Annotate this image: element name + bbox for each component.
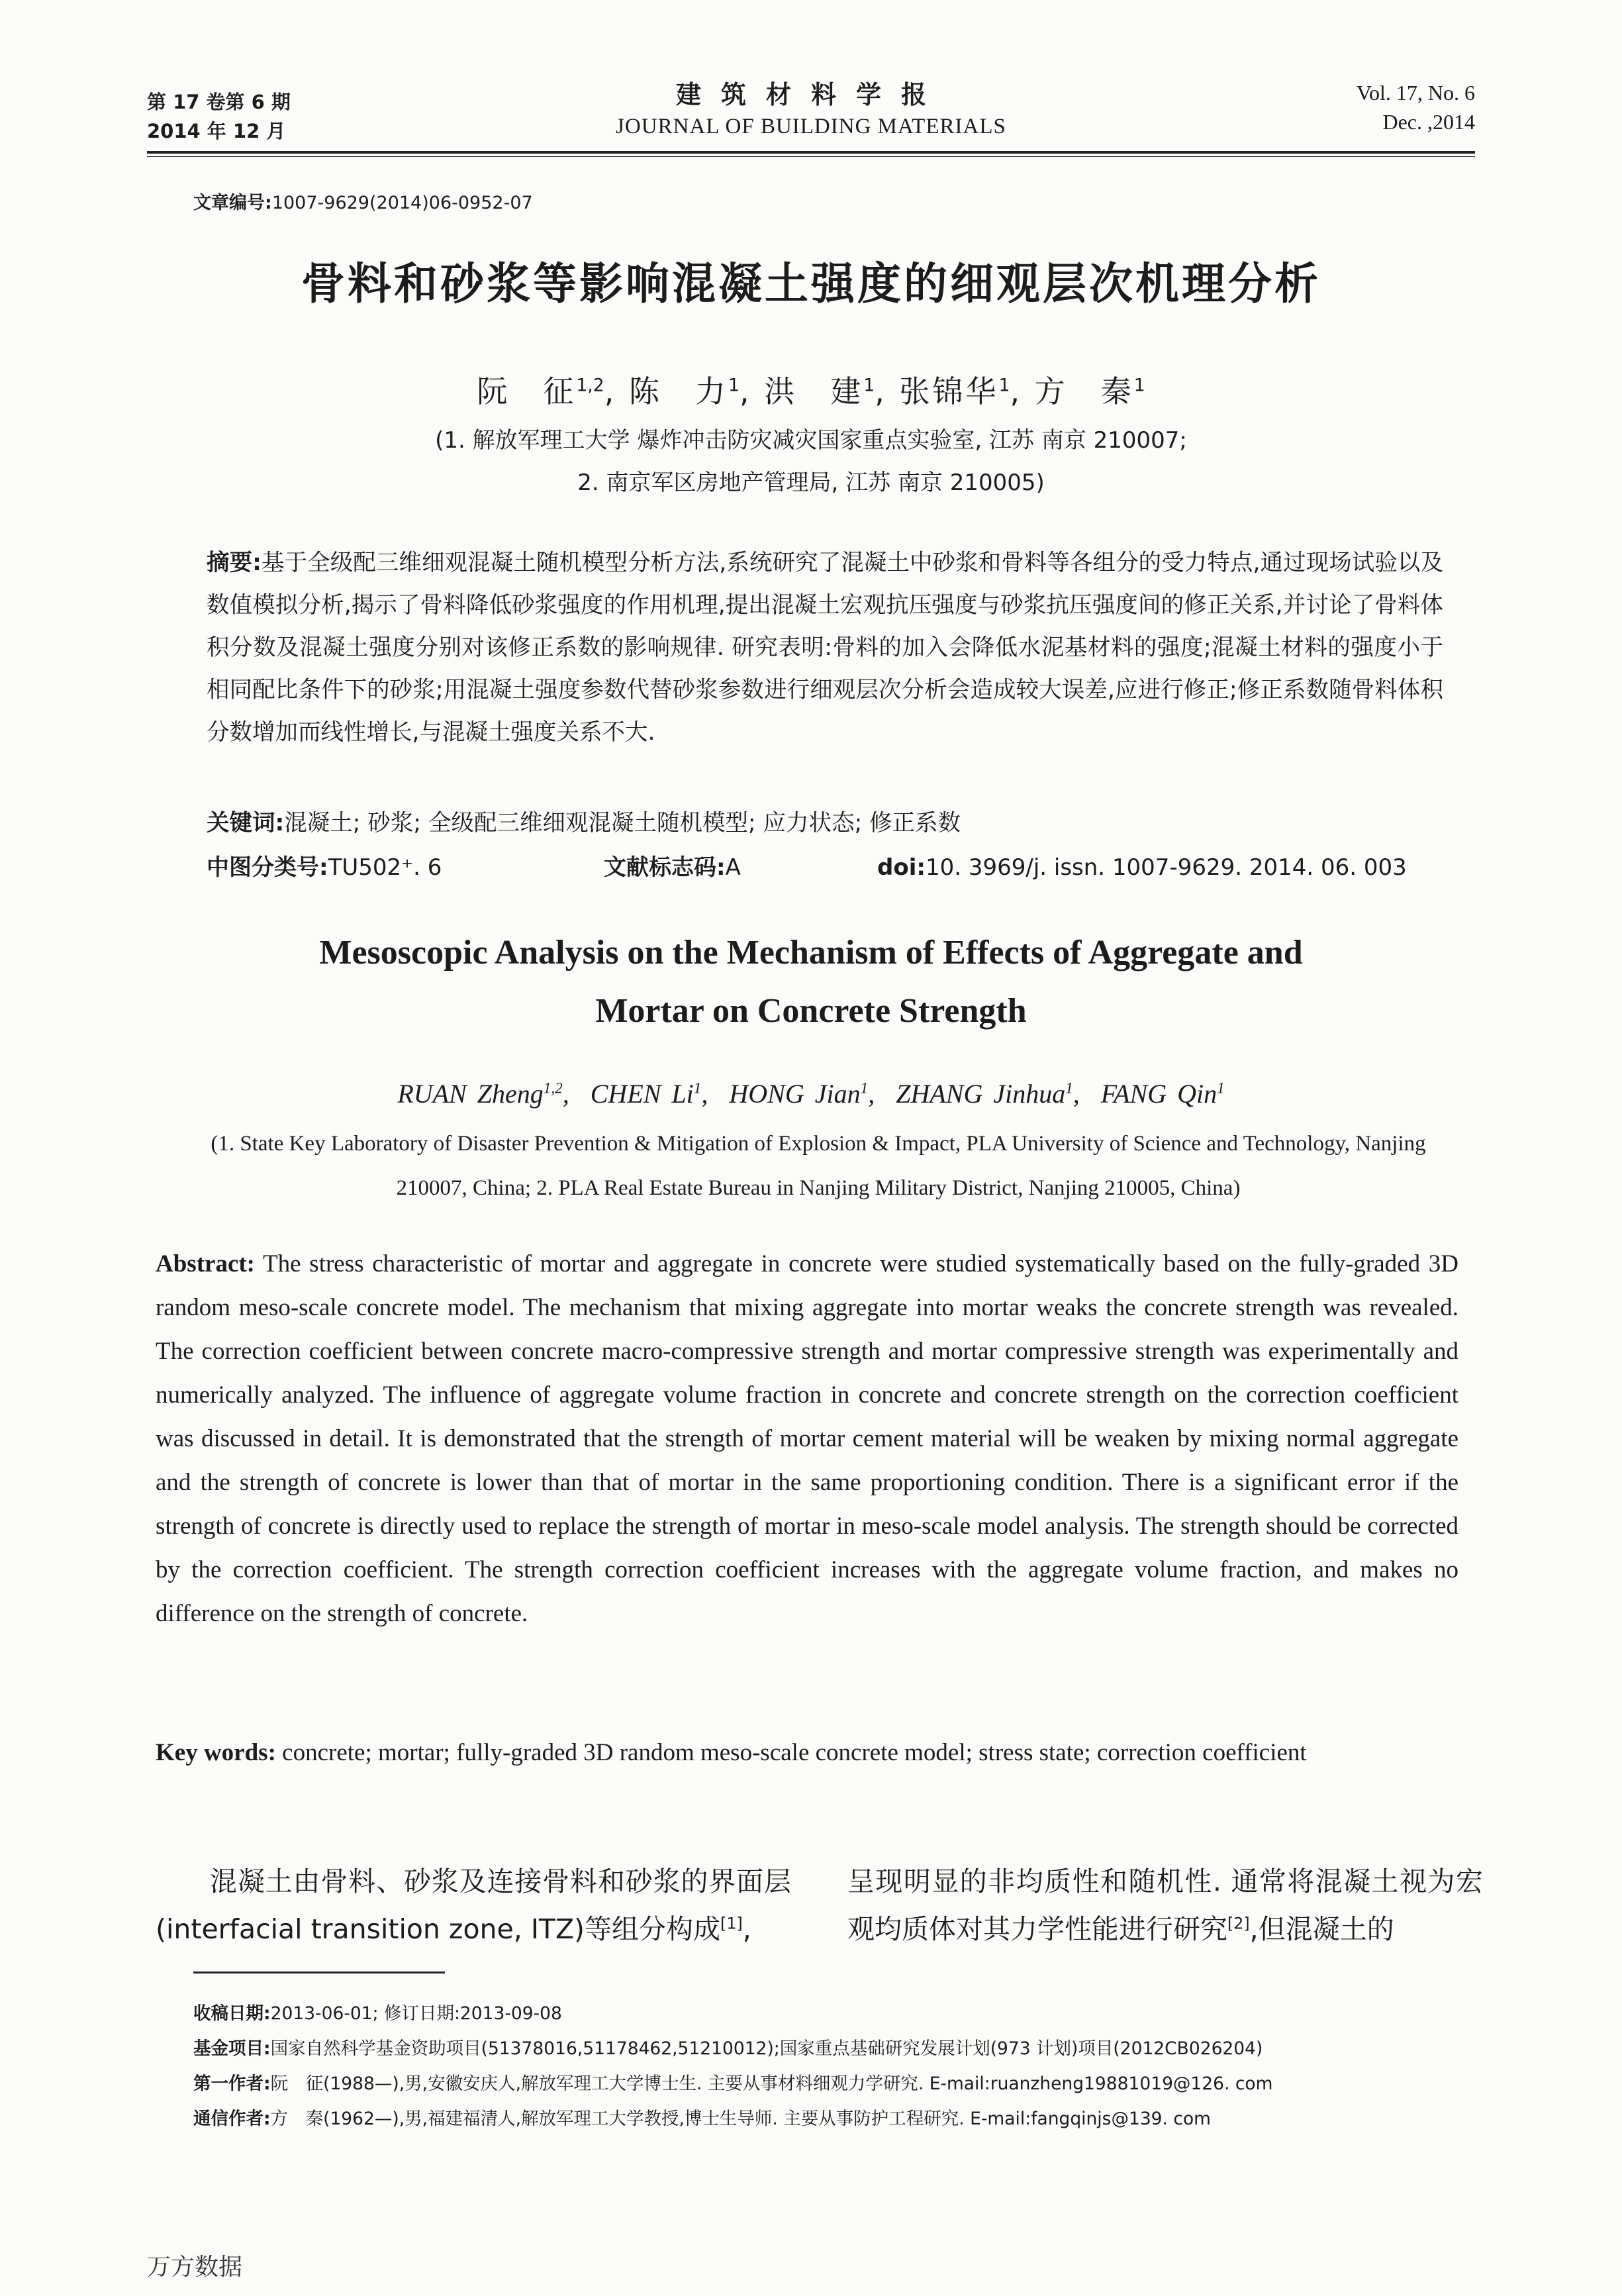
doi-label: doi:	[877, 854, 926, 881]
doi-value: 10. 3969/j. issn. 1007-9629. 2014. 06. 003	[925, 854, 1407, 881]
date-en: Dec. ,2014	[1382, 110, 1475, 134]
header-right	[1357, 78, 1475, 136]
journal-name-en: JOURNAL OF BUILDING MATERIALS	[616, 115, 1006, 138]
title-cn: 骨料和砂浆等影响混凝土强度的细观层次机理分析	[301, 258, 1321, 309]
article-number-label: 文章编号:	[193, 193, 272, 213]
footnote-text: 阮 征(1988—),男,安徽安庆人,解放军理工大学博士生. 主要从事材料细观力学研究. E-mail:ruanzheng19881019@126. com	[270, 2073, 1273, 2094]
article-number-value: 1007-9629(2014)06-0952-07	[271, 193, 533, 213]
author-cn-sup: 1	[998, 375, 1010, 396]
author-en: FANG Qin	[1100, 1079, 1217, 1109]
author-en-sup: 1,2	[543, 1079, 563, 1097]
footnote-text: 方 秦(1962—),男,福建福清人,解放军理工大学教授,博士生导师. 主要从事防护工程研究. E-mail:fangqinjs@139. com	[270, 2109, 1211, 2129]
header-rule-thin	[147, 156, 1475, 157]
doc-code-label: 文献标志码:	[604, 854, 726, 881]
body-left-text: 混凝土由骨料、砂浆及连接骨料和砂浆的界面层(interfacial transition zone, ITZ)等组分构成	[156, 1866, 791, 1945]
footnote-rule	[193, 1972, 445, 1973]
citation-ref: [1]	[720, 1914, 743, 1933]
authors-cn: 阮 征$^{1,2}$, 陈 力$^1$, 洪 建$^1$, 张锦华$^1$, 方 秦$^1$	[477, 374, 1145, 409]
footnote-first-author	[193, 2066, 1491, 2101]
author-en-sup: 1	[860, 1079, 869, 1097]
authors-en: RUAN Zheng$^{1,2}$, CHEN Li$^1$, HONG Jian$^1$, ZHANG Jinhua$^1$, FANG Qin$^1$	[397, 1079, 1225, 1109]
abstract-en-text: The stress characteristic of mortar and aggregate in concrete were studied systematically based on the fully-graded 3D random meso-scale concrete model. The mechanism that mixing aggregate into mortar weaks the concrete strength was revealed. The correction coefficient between concrete macro-compressive strength and mortar compressive strength was experimentally and numerically analyzed. The influence of aggregate volume fraction in concrete and concrete strength on the correction coefficient was discussed in detail. It is demonstrated that the strength of mortar cement material will be weaken by mixing normal aggregate and the strength of concrete is lower than that of mortar in the same proportioning condition. There is a significant error if the strength of concrete is directly used to replace the strength of mortar in meso-scale model analysis. The strength should be corrected by the correction coefficient. The strength correction coefficient increases with the aggregate volume fraction, and makes no difference on the strength of concrete.	[156, 1250, 1458, 1627]
citation-ref: [2]	[1227, 1914, 1250, 1933]
affiliation-cn-line1: (1. 解放军理工大学 爆炸冲击防灾减灾国家重点实验室, 江苏 南京 210007;	[435, 427, 1187, 454]
abstract-en-label: Abstract:	[156, 1250, 256, 1277]
affiliation-cn-line2: 2. 南京军区房地产管理局, 江苏 南京 210005)	[577, 470, 1045, 496]
author-cn: 张锦华	[899, 374, 999, 409]
author-en-sup: 1	[1217, 1079, 1225, 1097]
author-cn: 阮 征	[477, 374, 577, 409]
footnote-text: 2013-06-01; 修订日期:2013-09-08	[270, 2003, 562, 2024]
keywords-cn-text: 混凝土; 砂浆; 全级配三维细观混凝土随机模型; 应力状态; 修正系数	[284, 810, 961, 836]
footnotes	[193, 1996, 1491, 2136]
doi	[877, 848, 1407, 887]
author-en-sup: 1	[1065, 1079, 1073, 1097]
body-column-right	[847, 1858, 1483, 1953]
clc-value: TU502⁺. 6	[328, 854, 442, 881]
keywords-cn	[207, 802, 1443, 844]
footnote-received	[193, 1996, 1491, 2031]
footnote-text: 国家自然科学基金资助项目(51378016,51178462,51210012);国家重点基础研究发展计划(973 计划)项目(2012CB026204)	[270, 2038, 1263, 2059]
keywords-en	[156, 1731, 1458, 1775]
volume-cn: 第 17 卷第 6 期	[147, 91, 291, 113]
journal-name-cn: 建筑材料学报	[675, 80, 946, 109]
body-left-end: ,	[742, 1913, 751, 1945]
abstract-cn	[207, 542, 1443, 754]
author-cn: 陈 力	[628, 374, 728, 409]
title-en	[0, 924, 1622, 1040]
author-en: RUAN Zheng	[397, 1079, 544, 1109]
body-right-text: 呈现明显的非均质性和随机性. 通常将混凝土视为宏观均质体对其力学性能进行研究	[847, 1866, 1483, 1945]
affiliation-en: (1. State Key Laboratory of Disaster Prevention & Mitigation of Explosion & Impact, PLA University of Science and Technology, Nanjing 210007, China; 2. PLA Real Estate Bureau in Nanjing Military District, Nanjing 210005, China)	[211, 1132, 1426, 1200]
keywords-en-label: Key words:	[156, 1739, 276, 1766]
footnote-label: 收稿日期:	[193, 2003, 271, 2024]
author-en: HONG Jian	[729, 1079, 861, 1109]
title-en-line2: Mortar on Concrete Strength	[595, 992, 1027, 1030]
doc-code-value: A	[725, 854, 741, 881]
article-number	[193, 188, 533, 214]
affiliation-cn	[0, 419, 1622, 504]
footnote-label: 通信作者:	[193, 2109, 271, 2129]
header-rule	[147, 151, 1475, 154]
body-column-left	[156, 1858, 791, 1953]
date-cn: 2014 年 12 月	[147, 120, 286, 142]
author-en: ZHANG Jinhua	[896, 1079, 1066, 1109]
author-cn-sup: 1,2	[576, 375, 604, 396]
footnote-funding	[193, 2031, 1491, 2066]
footnote-label: 基金项目:	[193, 2038, 271, 2059]
abstract-en	[156, 1242, 1458, 1636]
keywords-cn-label: 关键词:	[207, 810, 285, 836]
footnote-corresponding-author	[193, 2101, 1491, 2136]
author-cn-sup: 1	[1133, 375, 1145, 396]
volume-en: Vol. 17, No. 6	[1357, 81, 1475, 105]
author-en-sup: 1	[693, 1079, 702, 1097]
wanfang-watermark: 万方数据	[147, 2254, 243, 2281]
author-cn-sup: 1	[863, 375, 875, 396]
author-cn: 洪 建	[764, 374, 864, 409]
document-code	[604, 848, 741, 887]
title-en-line1: Mesoscopic Analysis on the Mechanism of Effects of Aggregate and	[319, 934, 1303, 972]
footnote-label: 第一作者:	[193, 2073, 271, 2094]
keywords-en-text: concrete; mortar; fully-graded 3D random meso-scale concrete model; stress state; correction coefficient	[282, 1739, 1307, 1766]
body-right-end: ,但混凝土的	[1249, 1913, 1394, 1945]
clc-number	[207, 848, 442, 887]
abstract-cn-label: 摘要:	[207, 550, 262, 576]
author-en: CHEN Li	[590, 1079, 694, 1109]
author-cn: 方 秦	[1034, 374, 1134, 409]
author-cn-sup: 1	[728, 375, 739, 396]
abstract-cn-text: 基于全级配三维细观混凝土随机模型分析方法,系统研究了混凝土中砂浆和骨料等各组分的受力特点,通过现场试验以及数值模拟分析,揭示了骨料降低砂浆强度的作用机理,提出混凝土宏观抗压强度与砂浆抗压强度间的修正关系,并讨论了骨料体积分数及混凝土强度分别对该修正系数的影响规律. 研究表明:骨料的加入会降低水泥基材料的强度;混凝土材料的强度小于相同配比条件下的砂浆;用混凝土强度参数代替砂浆参数进行细观层次分析会造成较大误差,应进行修正;修正系数随骨料体积分数增加而线性增长,与混凝土强度关系不大.	[207, 550, 1443, 746]
clc-label: 中图分类号:	[207, 854, 328, 881]
